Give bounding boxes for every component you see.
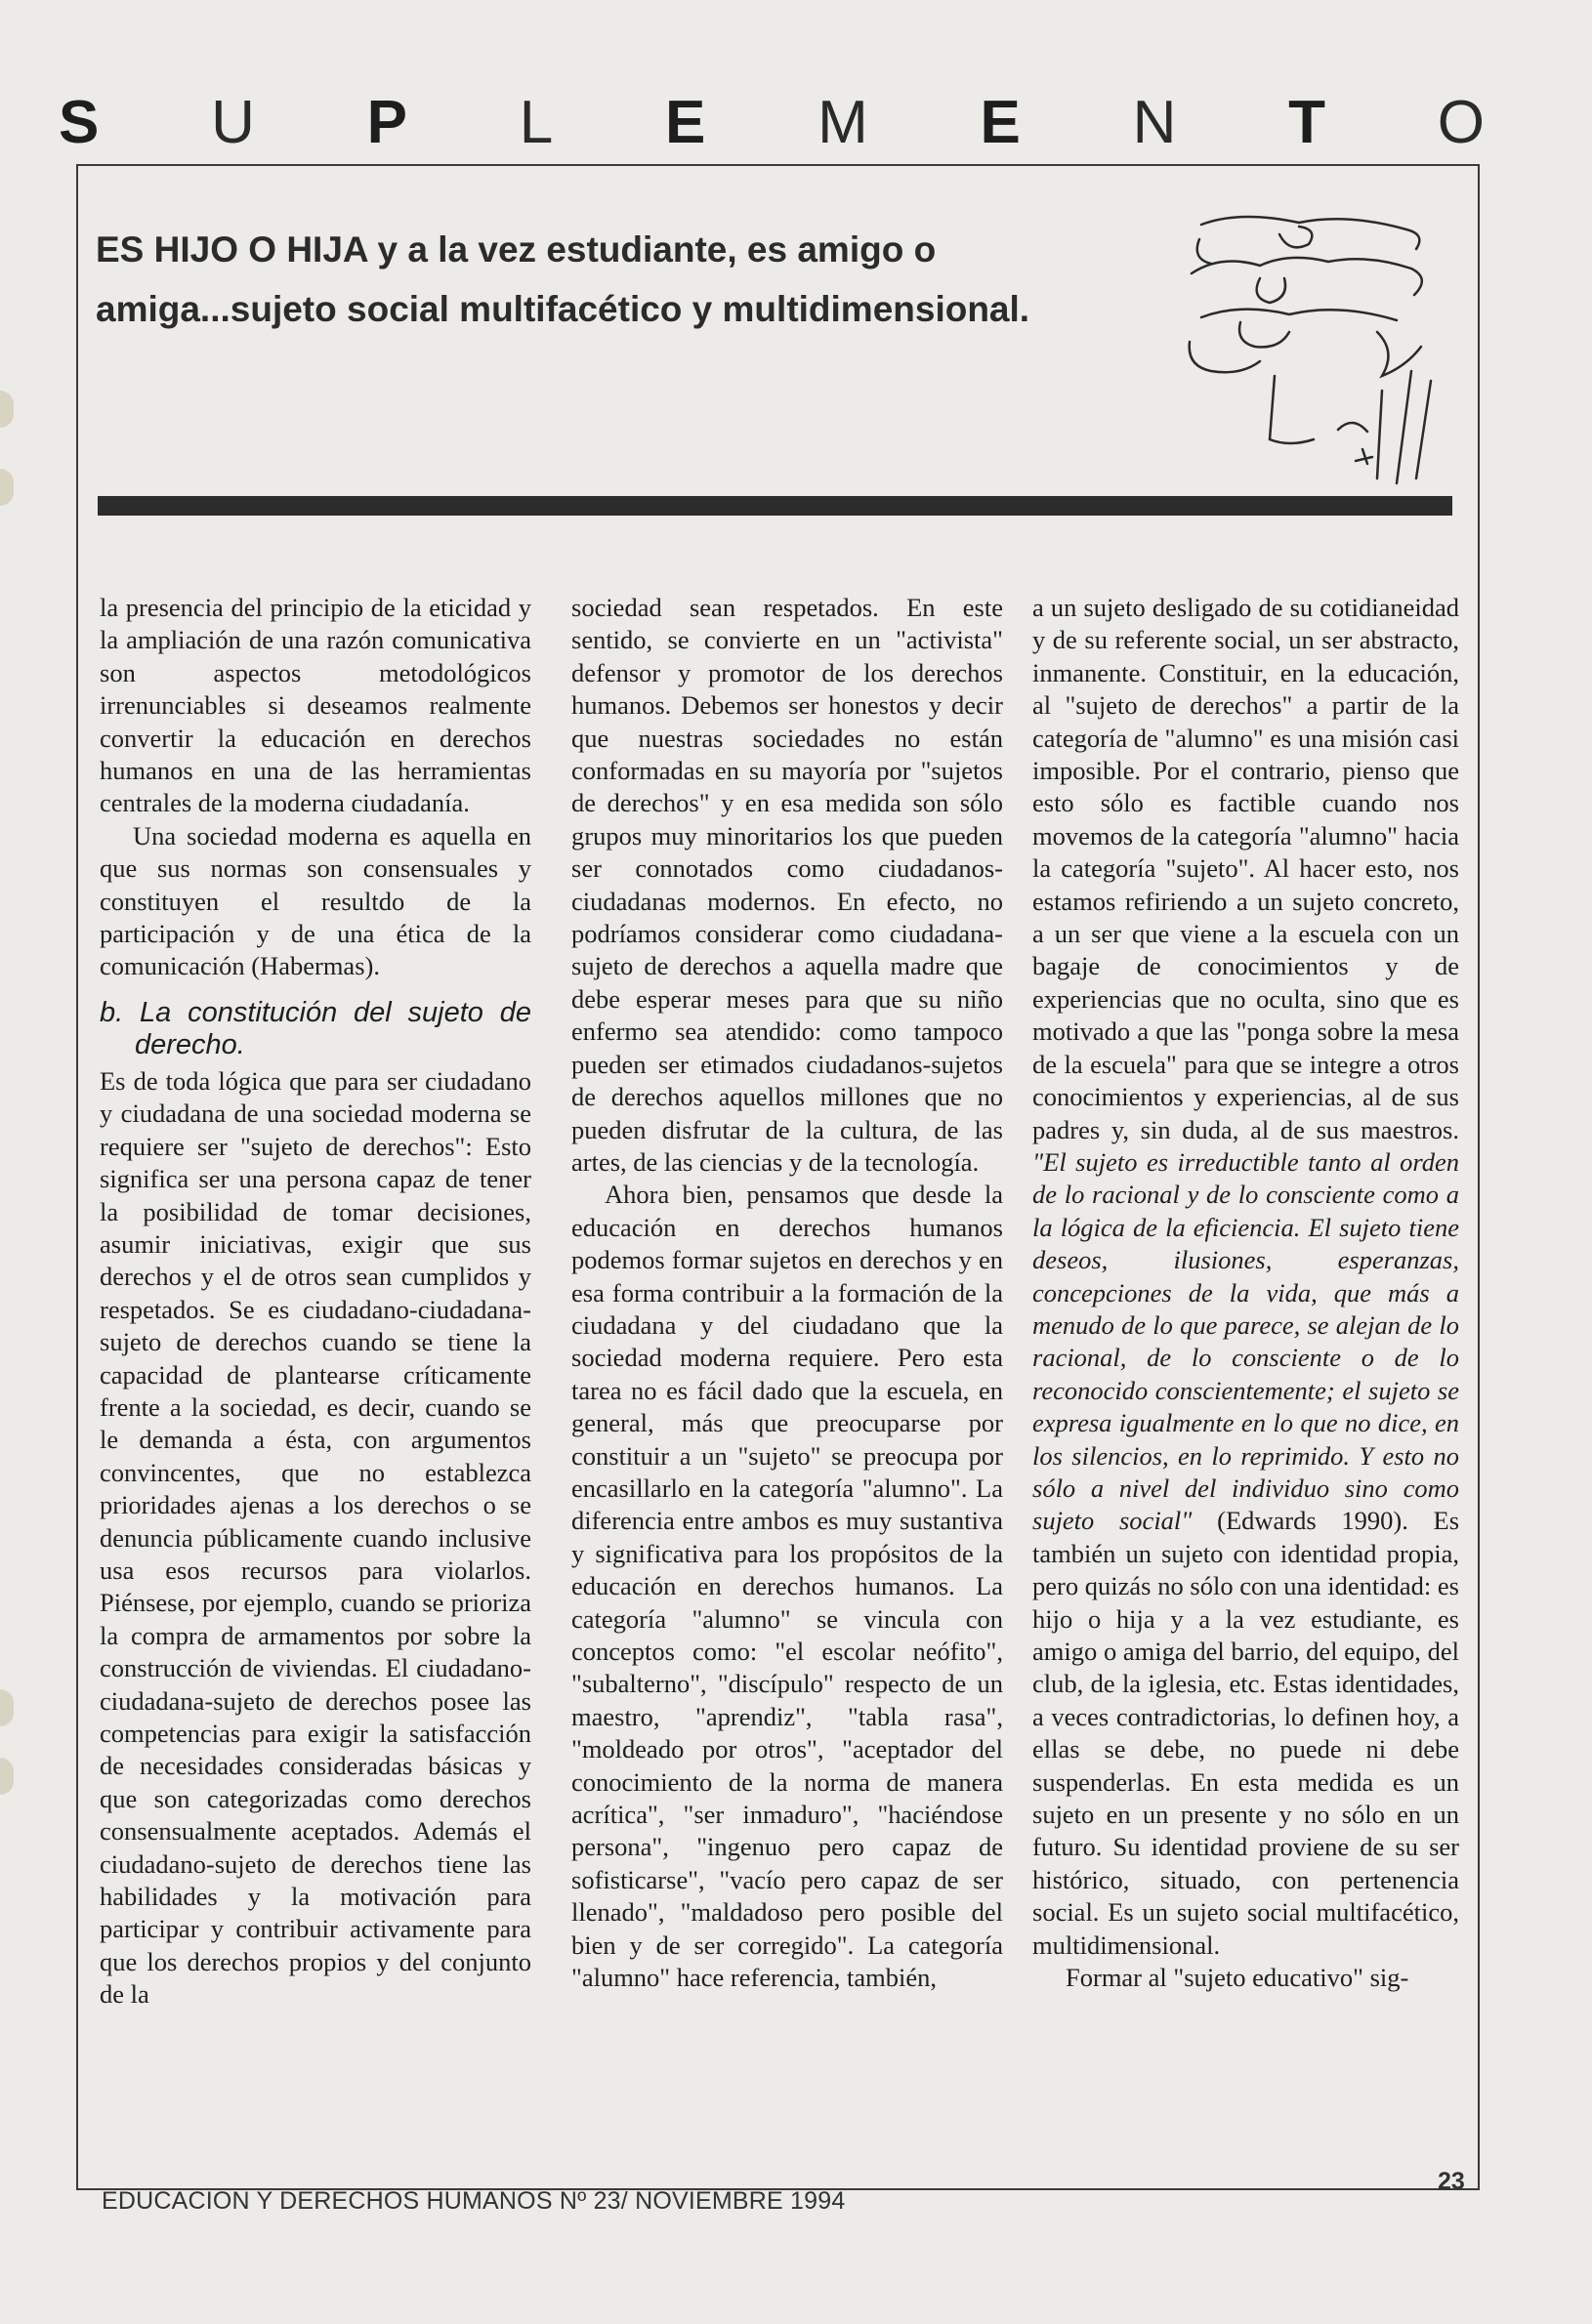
masthead-letter: E xyxy=(664,89,706,156)
quoted-passage: "El sujeto es irreductible tanto al orden de lo racional y de lo consciente como a la lógica de la eficiencia. El sujeto tiene deseos, ilusiones, esperanzas, concepciones de la vida, que más a menudo de lo que parece, se alejan de lo racional, de lo consciente o de lo reconocido conscientemente; el sujeto se expresa igualmente en lo que no dice, en los silencios, en lo reprimido. Y esto no sólo a nivel del individuo sino como sujeto social" xyxy=(1032,1146,1459,1536)
masthead-letter: P xyxy=(366,89,407,156)
header-divider-bar xyxy=(98,496,1452,516)
face-sketch-illustration xyxy=(1182,205,1475,488)
masthead-letter: S xyxy=(59,89,100,156)
masthead-letter: O xyxy=(1437,89,1485,156)
publication-footer: EDUCACION Y DERECHOS HUMANOS Nº 23/ NOVIEMBRE 1994 xyxy=(102,2187,846,2215)
paragraph: la presencia del principio de la eticidad y la ampliación de una razón comunicativa son aspectos metodológicos irrenunciables si deseamos realmente convertir la educación en derechos humanos en una de las herramientas centrales de la moderna ciudadanía. xyxy=(100,593,531,818)
article-headline: ES HIJO O HIJA y a la vez estudiante, es amigo o amiga...sujeto social multifacético y multidimensional. xyxy=(96,229,1030,329)
masthead-letter: U xyxy=(211,89,255,156)
section-masthead xyxy=(59,89,1485,156)
paragraph: Es de toda lógica que para ser ciudadano y ciudadana de una sociedad moderna se requiere ser "sujeto de derechos": Esto significa ser una persona capaz de tener la posibilidad de tomar decisiones, asumir iniciativas, exigir que sus derechos y el de otros sean cumplidos y respetados. Se es ciudadano-ciudadana-sujeto de derechos cuando se tiene la capacidad de plantearse críticamente frente a la sociedad, es decir, cuando se le demanda a ésta, con argumentos convincentes, que no establezca prioridades ajenas a los derechos o se denuncia públicamente cuando inclusive usa esos recursos para violarlos. Piénsese, por ejemplo, cuando se prioriza la compra de armamentos por sobre la construcción de viviendas. El ciudadano-ciudadana-sujeto de derechos posee las competencias para exigir la satisfacción de necesidades consideradas básicas y que son categorizadas como derechos consensualmente aceptados. Además el ciudadano-sujeto de derechos tiene las habilidades y la motivación para participar y contribuir activamente para que los derechos propios y del conjunto de la xyxy=(100,1065,531,2010)
masthead-letter: T xyxy=(1288,89,1326,156)
text-column-3 xyxy=(1032,592,1459,1994)
section-subheading: b. La constitución del sujeto de derecho. xyxy=(100,996,531,1060)
paragraph: Ahora bien, pensamos que desde la educación en derechos humanos podemos formar sujetos en derechos y en esa forma contribuir a la formación de la ciudadana y del ciudadano que la sociedad moderna requiere. Pero esta tarea no es fácil dado que la escuela, en general, más que preocuparse por constituir a un "sujeto" se preocupa por encasillarlo en la categoría "alumno". La diferencia entre ambos es muy sustantiva y significativa para los propósitos de la educación en derechos humanos. La categoría "alumno" se vincula con conceptos como: "el escolar neófito", "subalterno", "discípulo" respecto de un maestro, "aprendiz", "tabla rasa", "moldeado por otros", "aceptador del conocimiento de la norma de manera acrítica", "ser inmaduro", "haciéndose persona", "ingenuo pero capaz de sofisticarse", "vacío pero capaz de ser llenado", "maldadoso pero posible del bien y de ser corregido". La categoría "alumno" hace referencia, también, xyxy=(571,1180,1003,1993)
paragraph: sociedad sean respetados. En este sentido, se convierte en un "activista" defensor y promotor de los derechos humanos. Debemos ser honestos y decir que nuestras sociedades no están conformadas en su mayoría por "sujetos de derechos" y en esa medida son sólo grupos muy minoritarios los que pueden ser connotados como ciudadanos-ciudadanas modernos. En efecto, no podríamos considerar como ciudadana-sujeto de derechos a aquella madre que debe esperar meses para que su niño enfermo sea atendido: como tampoco pueden ser etimados ciudadanos-sujetos de derechos aquellos millones que no pueden disfrutar de la cultura, de las artes, de las ciencias y de la tecnología. xyxy=(571,593,1003,1177)
paragraph-text: a un sujeto desligado de su cotidianeidad y de su referente social, un ser abstracto, inmanente. Constituir, en la educación, al "sujeto de derechos" a partir de la categoría de "alumno" es una misión casi imposible. Por el contrario, pienso que esto sólo es factible cuando nos movemos de la categoría "alumno" hacia la categoría "sujeto". Al hacer esto, nos estamos refiriendo a un sujeto concreto, a un ser que viene a la escuela con un bagaje de conocimientos y de experiencias que no oculta, sino que es motivado a que las "ponga sobre la mesa de la escuela" para que se integre a otros conocimientos y experiencias, al de sus padres y, sin duda, al de sus maestros. xyxy=(1032,593,1459,1144)
paragraph xyxy=(1032,592,1459,1962)
paragraph: Una sociedad moderna es aquella en que sus normas son consensuales y constituyen el resultdo de la participación y de una ética de la comunicación (Habermas). xyxy=(100,820,531,981)
text-column-2 xyxy=(571,592,1003,1994)
masthead-letter: L xyxy=(519,89,554,156)
page-number: 23 xyxy=(1438,2168,1465,2195)
masthead-letter: N xyxy=(1132,89,1177,156)
paragraph-text: (Edwards 1990). Es también un sujeto con identidad propia, pero quizás no sólo con una identidad: es hijo o hija y a la vez estudiante, es amigo o amiga del barrio, del equipo, del club, de la iglesia, etc. Estas identidades, a veces contradictorias, lo definen hoy, a ellas se debe, no puede ni debe suspenderlas. En esta medida es un sujeto en un presente y no sólo en un futuro. Su identidad proviene de su ser histórico, situado, con pertenencia social. Es un sujeto social multifacético, multidimensional. xyxy=(1032,1506,1460,1960)
masthead-letter: E xyxy=(980,89,1021,156)
binder-hole xyxy=(0,1758,14,1795)
binder-hole xyxy=(0,1689,14,1726)
binder-hole xyxy=(0,391,14,428)
paragraph: Formar al "sujeto educativo" sig- xyxy=(1066,1963,1409,1993)
masthead-letter: M xyxy=(817,89,868,156)
binder-hole xyxy=(0,469,14,506)
text-column-1 xyxy=(100,592,531,2012)
